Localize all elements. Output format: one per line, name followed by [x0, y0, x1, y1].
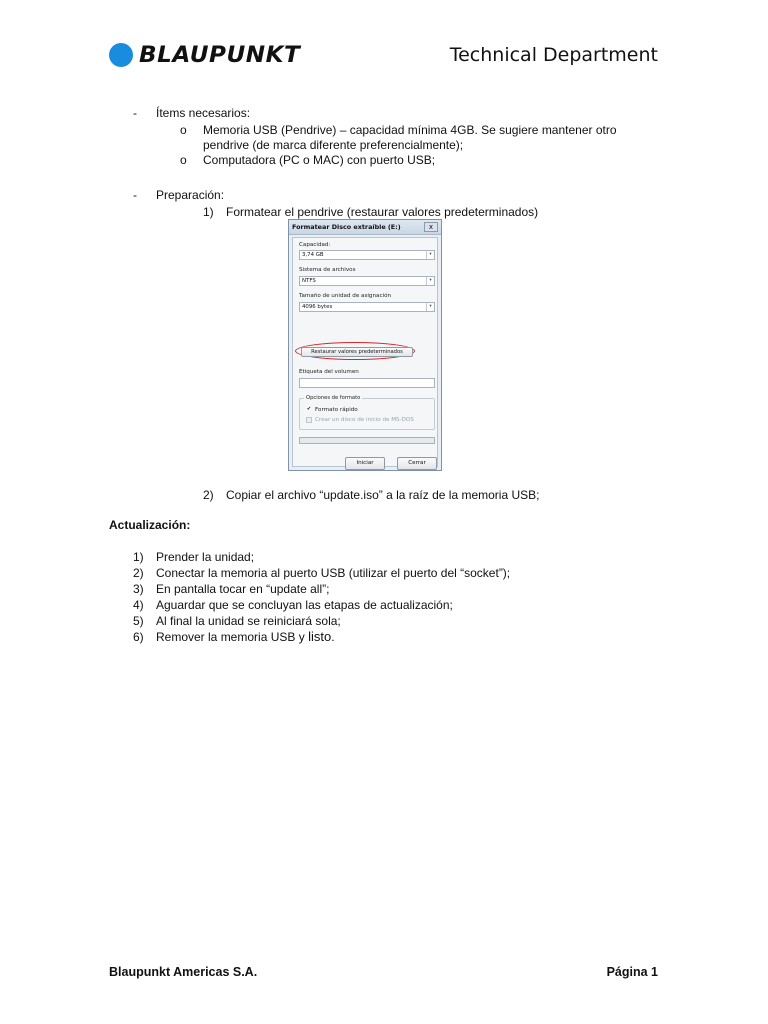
brand-logo — [109, 42, 301, 68]
item-computer: Computadora (PC o MAC) con puerto USB; — [203, 153, 436, 167]
dialog-title: Formatear Disco extraíble (E:) — [292, 223, 401, 231]
capacity-value: 3,74 GB — [302, 252, 324, 258]
update-listo: listo — [308, 629, 332, 644]
update-step: En pantalla tocar en “update all”; — [156, 582, 330, 596]
allocation-value: 4096 bytes — [302, 304, 333, 310]
close-icon[interactable]: x — [424, 222, 438, 232]
bullet-computer: o — [180, 153, 187, 167]
prep-dash: - — [133, 188, 137, 202]
department-title: Technical Department — [449, 44, 658, 66]
update-step: Prender la unidad; — [156, 550, 255, 564]
filesystem-label: Sistema de archivos — [299, 267, 356, 273]
logo-circle-icon — [109, 43, 133, 67]
footer-page-number: Página 1 — [606, 965, 658, 979]
msdos-checkbox — [306, 417, 312, 423]
quick-format-label: Formato rápido — [315, 407, 358, 413]
item-usb-line1: Memoria USB (Pendrive) – capacidad mínima 4GB. Se sugiere mantener otro — [203, 123, 617, 137]
update-step-num: 5) — [133, 614, 144, 628]
chevron-down-icon: ▾ — [426, 277, 434, 285]
capacity-select[interactable] — [299, 250, 435, 260]
volume-input[interactable] — [299, 378, 435, 388]
dialog-title-bar — [289, 220, 441, 235]
cancel-button[interactable]: Cerrar — [397, 457, 437, 470]
volume-label: Etiqueta del volumen — [299, 369, 359, 375]
format-dialog — [288, 219, 442, 471]
update-period: . — [331, 630, 335, 644]
footer-company: Blaupunkt Americas S.A. — [109, 965, 258, 979]
msdos-label: Crear un disco de inicio de MS-DOS — [315, 417, 414, 423]
update-step-num: 2) — [133, 566, 144, 580]
allocation-label: Tamaño de unidad de asignación — [299, 293, 392, 299]
quick-format-checkbox[interactable]: ✔ — [306, 406, 312, 412]
prep-title: Preparación: — [156, 188, 225, 202]
update-step: Al final la unidad se reiniciará sola; — [156, 614, 341, 628]
update-title: Actualización: — [109, 518, 191, 532]
update-step-6-text: Remover la memoria USB y — [156, 630, 305, 644]
filesystem-value: NTFS — [302, 278, 316, 284]
format-options-title: Opciones de formato — [306, 395, 361, 401]
filesystem-select[interactable] — [299, 276, 435, 286]
update-step-num: 4) — [133, 598, 144, 612]
brand-name: BLAUPUNKT — [139, 42, 301, 68]
format-options-group — [299, 395, 435, 430]
capacity-label: Capacidad: — [299, 242, 331, 248]
update-step-num: 1) — [133, 550, 144, 564]
items-title: Ítems necesarios: — [156, 106, 251, 120]
start-button[interactable]: Iniciar — [345, 457, 385, 470]
update-step: Conectar la memoria al puerto USB (utilizar el puerto del “socket”); — [156, 566, 511, 580]
update-step-6 — [156, 629, 335, 645]
chevron-down-icon: ▾ — [426, 251, 434, 259]
chevron-down-icon: ▾ — [426, 303, 434, 311]
item-usb-line2: pendrive (de marca diferente preferencialmente); — [203, 138, 464, 152]
update-step: Aguardar que se concluyan las etapas de actualización; — [156, 598, 453, 612]
prep-step2-num: 2) — [203, 488, 214, 502]
prep-step2: Copiar el archivo “update.iso” a la raíz de la memoria USB; — [226, 488, 540, 502]
bullet-usb: o — [180, 123, 187, 137]
prep-step1-num: 1) — [203, 205, 214, 219]
format-progress-bar — [299, 437, 435, 444]
items-dash: - — [133, 106, 137, 120]
allocation-select[interactable] — [299, 302, 435, 312]
update-step-num: 6) — [133, 630, 144, 644]
prep-step1: Formatear el pendrive (restaurar valores predeterminados) — [226, 205, 539, 219]
restore-defaults-button[interactable]: Restaurar valores predeterminados — [301, 347, 413, 357]
update-step-num: 3) — [133, 582, 144, 596]
dialog-content — [292, 237, 438, 467]
